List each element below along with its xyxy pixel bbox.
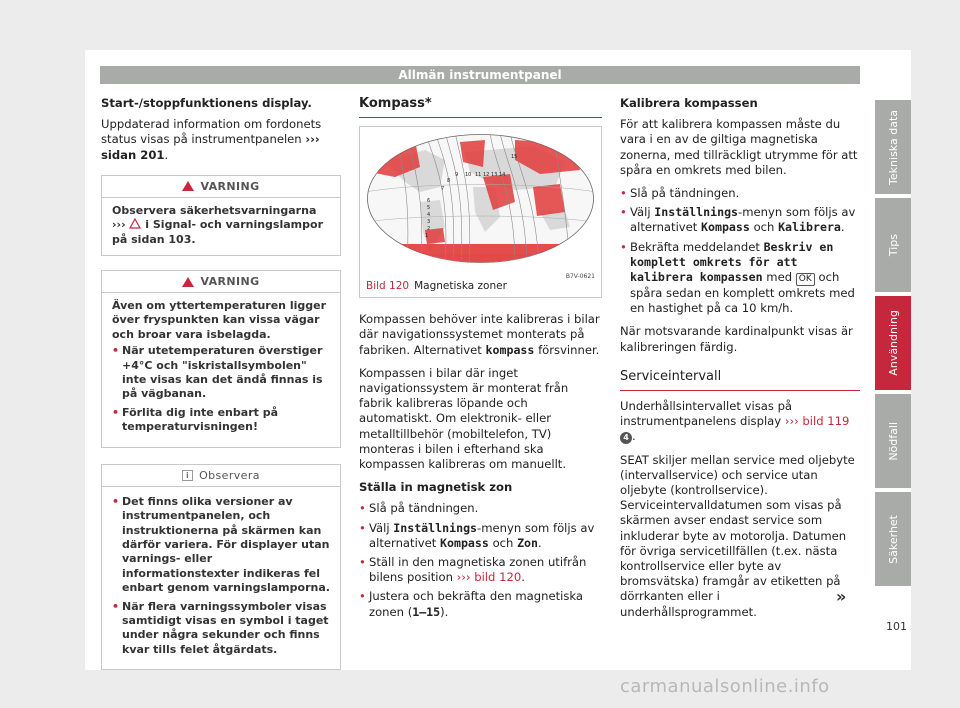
zone-label: 1 <box>425 233 429 240</box>
list-item: • Slå på tändningen. <box>620 186 740 201</box>
zone-label: 7 <box>441 186 445 193</box>
service-paragraph-2: SEAT skiljer mellan service med oljebyte (intervallservice) och service utan oljebyte (kontrollservice). Serviceintervalldatumen som visas på skärmen avser endast service som inkluderar byte av motorolja. Datumen för övriga servicetillfällen (t.ex. nästa kontrollservice eller byte av bromsvätska) framgår av etiketten på dörrkanten eller i underhållsprogrammet. <box>620 452 855 619</box>
zone-label: 9 <box>455 172 459 179</box>
list-item: • Välj Inställnings-menyn som följs av alternativet Kompass och Kalibrera. <box>620 205 856 235</box>
zone-heading: Ställa in magnetisk zon <box>359 480 513 495</box>
zone-label: 13 <box>491 172 498 179</box>
calibrate-heading: Kalibrera kompassen <box>620 96 758 110</box>
service-paragraph-1: Underhållsintervallet visas på instrumentpanelens display ››› bild 119 4 . <box>620 399 850 444</box>
warning-label: VARNING <box>200 179 260 193</box>
zone-label: 12 <box>483 172 490 179</box>
calibrate-paragraph: För att kalibrera kompassen måste du vara i en av de giltiga magnetiska zonerna, med tillräckligt utrymme för att spåra en omkrets med bilen. <box>620 117 858 177</box>
list-item: • Förlita dig inte enbart på temperaturvisningen! <box>112 405 278 434</box>
page-number: 101 <box>886 620 907 633</box>
watermark: carmanualsonline.info <box>620 676 830 697</box>
compass-paragraph-2: Kompassen i bilar där inget navigationssystem är monterat från fabrik kalibreras löpande och automatiskt. Om elektronik- eller metalltillbehör (mobiltelefon, TV) monteras i bilen i efterhand ska kompassen kalibreras om manuellt. <box>359 365 569 472</box>
list-item: • Ställ in den magnetiska zonen utifrån bilens position ››› bild 120. <box>359 555 587 585</box>
warning-label: VARNING <box>200 274 260 288</box>
column-middle <box>359 96 602 624</box>
note-label: Observera <box>199 468 260 482</box>
zone-label: 8 <box>447 178 451 185</box>
warning-box-1: VARNING Observera säkerhetsvarningarna ››› i Signal- och varningslampor på sidan 103. <box>101 175 341 256</box>
list-item: • Slå på tändningen. <box>359 501 479 516</box>
tab-tips[interactable]: Tips <box>875 198 911 292</box>
compass-paragraph-1: Kompassen behöver inte kalibreras i bilar där navigationssystemet monterats på fabriken. Alternativet kompass försvinner. <box>359 312 600 357</box>
zone-label: 3 <box>427 219 431 226</box>
zone-label: 4 <box>427 212 431 219</box>
ok-key-icon: OK <box>796 273 815 286</box>
column-right <box>620 96 860 628</box>
start-stop-heading: Start-/stoppfunktionens display. <box>101 96 312 110</box>
note-box <box>101 464 341 670</box>
compass-title: Kompass* <box>359 96 432 111</box>
figure-code: B7V-0621 <box>565 273 595 281</box>
warning-link[interactable]: ››› <box>112 218 126 232</box>
section-divider <box>620 390 860 391</box>
warning-text: Även om yttertemperaturen ligger över fryspunkten kan vissa vägar och broar vara isbelagda. <box>112 299 327 341</box>
warning-triangle-icon <box>182 181 194 191</box>
magnetic-zone-map <box>365 132 596 265</box>
service-title: Serviceintervall <box>620 368 722 384</box>
page-header: Allmän instrumentpanel <box>100 66 860 84</box>
list-item: • När flera varningssymboler visas samtidigt visas en symbol i taget under några sekunder och finns kvar tills felet åtgärdats. <box>112 599 329 656</box>
figure-link[interactable]: ››› bild 120 <box>456 570 522 585</box>
info-icon: i <box>182 470 193 481</box>
callout-number: 4 <box>620 432 632 444</box>
zone-label: 15 <box>511 154 518 161</box>
zone-label: 10 <box>465 172 472 179</box>
page-link[interactable]: ››› sidan 201 <box>101 132 320 162</box>
tab-sakerhet[interactable]: Säkerhet <box>875 492 911 586</box>
start-stop-paragraph: Uppdaterad information om fordonets status visas på instrumentpanelen ››› sidan 201. <box>101 117 322 162</box>
warning-box-2 <box>101 270 341 448</box>
section-divider <box>359 117 602 118</box>
calibrate-done-paragraph: När motsvarande kardinalpunkt visas är kalibreringen färdig. <box>620 324 853 354</box>
list-item: • Välj Inställnings-menyn som följs av alternativet Kompass och Zon. <box>359 520 595 550</box>
figure-link[interactable]: ››› bild 119 <box>784 414 850 429</box>
tab-anvandning[interactable]: Användning <box>875 296 911 390</box>
list-item: • Det finns olika versioner av instrumentpanelen, och instruktionerna på skärmen kan därför variera. För displayer utan varnings- eller informationstexter indikeras fel enbart genom varningslamporna. <box>112 494 330 595</box>
warning-triangle-icon <box>182 277 194 287</box>
zone-label: 6 <box>427 198 431 205</box>
zone-label: 11 <box>475 172 482 179</box>
list-item: • Bekräfta meddelandet Beskriv en komplett omkrets för att kalibrera kompassen med OK och spåra sedan en komplett omkrets med en hastighet på ca 10 km/h. <box>620 239 855 316</box>
zone-label: 5 <box>427 205 431 212</box>
list-item: • När utetemperaturen överstiger +4°C och "iskristallsymbolen" inte visas kan det ändå finnas is på vägbanan. <box>112 344 323 401</box>
figure-caption: Bild 120 Magnetiska zoner <box>366 280 507 293</box>
continue-icon: » <box>836 587 847 606</box>
column-left <box>101 96 341 684</box>
zone-label: 14 <box>499 172 506 179</box>
list-item: • Justera och bekräfta den magnetiska zonen (1–15). <box>359 589 584 619</box>
zone-label: 2 <box>427 226 431 233</box>
tab-nodfall[interactable]: Nödfall <box>875 394 911 488</box>
warning-outline-icon <box>129 218 141 229</box>
figure-magnetic-zones <box>359 126 602 298</box>
tab-tekniska-data[interactable]: Tekniska data <box>875 100 911 194</box>
